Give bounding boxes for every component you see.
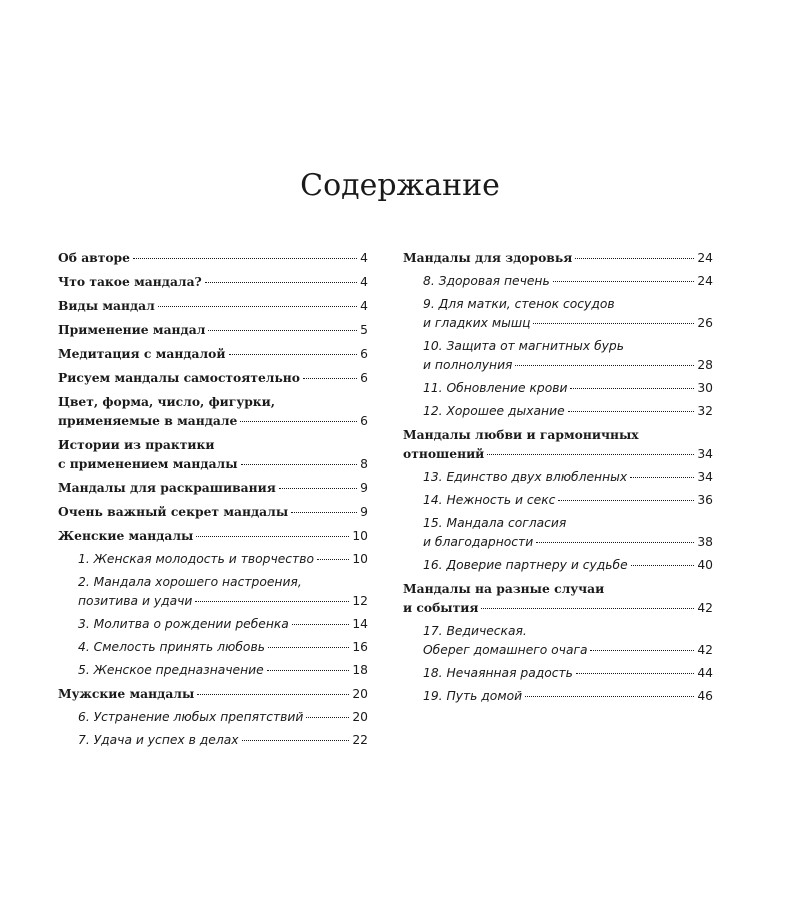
toc-entry-title-line: 9. Для матки, стенок сосудов: [423, 297, 615, 311]
toc-entry-row: [58, 344, 368, 364]
toc-page-number: 16: [352, 640, 368, 654]
toc-entry-title: 12. Хорошее дыхание: [423, 404, 565, 418]
toc-page-number: 4: [360, 299, 368, 313]
toc-entry-title: Об авторе: [58, 250, 130, 265]
toc-entry-title: 1. Женская молодость и творчество: [78, 552, 314, 566]
toc-entry-row: [58, 411, 368, 431]
toc-entry-title: 18. Нечаянная радость: [423, 666, 573, 680]
toc-page-number: 46: [697, 689, 713, 703]
toc-entry-title: Женские мандалы: [58, 528, 194, 543]
toc-section-entry: [58, 272, 368, 292]
toc-entry-title-line: 15. Мандала согласия: [423, 516, 567, 530]
toc-entry-row: [423, 687, 713, 706]
toc-subsection-entry: [58, 731, 368, 750]
dot-leader: [306, 717, 349, 718]
toc-entry-title: 5. Женское предназначение: [78, 663, 264, 677]
toc-page-number: 4: [360, 275, 368, 289]
toc-entry-row: [423, 556, 713, 575]
toc-entry-row: [423, 491, 713, 510]
toc-page-number: 36: [697, 493, 713, 507]
toc-entry-title-line: 10. Защита от магнитных бурь: [423, 339, 624, 353]
toc-entry-row: [403, 444, 713, 464]
toc-left-column: [58, 248, 368, 754]
toc-page-number: 40: [697, 558, 713, 572]
toc-entry-row: [403, 248, 713, 268]
toc-entry-row: [78, 592, 368, 611]
toc-entry-row: [78, 731, 368, 750]
toc-entry-title: Мандалы для здоровья: [403, 250, 573, 265]
toc-entry-row: [78, 615, 368, 634]
toc-page-number: 34: [697, 470, 713, 484]
toc-page-number: 42: [697, 643, 713, 657]
toc-entry-row: [78, 661, 368, 680]
toc-subsection-entry: [403, 402, 713, 421]
toc-subsection-entry: [403, 622, 713, 660]
toc-page-number: 12: [352, 594, 368, 608]
toc-entry-title-line: Мандалы на разные случаи: [403, 581, 605, 596]
toc-entry-title: 3. Молитва о рождении ребенка: [78, 617, 289, 631]
dot-leader: [268, 647, 349, 648]
toc-page-number: 44: [697, 666, 713, 680]
toc-subsection-entry: [58, 550, 368, 569]
toc-page-number: 28: [697, 358, 713, 372]
dot-leader: [229, 354, 358, 355]
dot-leader: [570, 388, 694, 389]
toc-entry-row: [423, 314, 713, 333]
toc-entry-row: [78, 638, 368, 657]
dot-leader: [195, 601, 349, 602]
toc-entry-title: и гладких мышц: [423, 316, 531, 330]
dot-leader: [205, 282, 357, 283]
toc-page-number: 42: [697, 601, 713, 615]
toc-page-number: 24: [697, 251, 713, 265]
toc-section-entry: [58, 502, 368, 522]
dot-leader: [292, 624, 350, 625]
toc-entry-row: [423, 356, 713, 375]
toc-entry-title: Очень важный секрет мандалы: [58, 504, 289, 519]
toc-entry-row: [58, 526, 368, 546]
toc-subsection-entry: [403, 468, 713, 487]
toc-subsection-entry: [403, 687, 713, 706]
toc-entry-row: [423, 272, 713, 291]
toc-page-number: 6: [360, 371, 368, 385]
toc-page-number: 10: [352, 552, 368, 566]
toc-page-number: 8: [360, 457, 368, 471]
toc-entry-title: Применение мандал: [58, 322, 206, 337]
toc-entry-title: и события: [403, 600, 479, 615]
toc-entry-title: 13. Единство двух влюбленных: [423, 470, 628, 484]
dot-leader: [525, 696, 694, 697]
toc-entry-row: [78, 550, 368, 569]
toc-entry-title: Рисуем мандалы самостоятельно: [58, 370, 300, 385]
toc-section-entry: [403, 579, 713, 618]
dot-leader: [590, 650, 694, 651]
toc-page-number: 20: [352, 710, 368, 724]
toc-page-number: 9: [360, 481, 368, 495]
toc-page-number: 6: [360, 414, 368, 428]
toc-entry-row: [58, 248, 368, 268]
toc-entry-title: 6. Устранение любых препятствий: [78, 710, 304, 724]
toc-subsection-entry: [58, 708, 368, 727]
dot-leader: [291, 512, 357, 513]
dot-leader: [197, 694, 349, 695]
toc-section-entry: [58, 435, 368, 474]
dot-leader: [303, 378, 357, 379]
page-title: Содержание: [300, 168, 500, 203]
toc-subsection-entry: [58, 573, 368, 611]
toc-entry-title: 11. Обновление крови: [423, 381, 568, 395]
toc-entry-title: 4. Смелость принять любовь: [78, 640, 265, 654]
toc-entry-title: Что такое мандала?: [58, 274, 202, 289]
toc-entry-title-line: Мандалы любви и гармоничных: [403, 427, 639, 442]
toc-page-number: 10: [352, 529, 368, 543]
dot-leader: [533, 323, 694, 324]
dot-leader: [487, 454, 694, 455]
toc-entry-title: применяемые в мандале: [58, 413, 238, 428]
toc-subsection-entry: [403, 337, 713, 375]
toc-entry-row: [403, 598, 713, 618]
toc-entry-row: [423, 641, 713, 660]
toc-entry-title: Мужские мандалы: [58, 686, 195, 701]
toc-entry-title: 16. Доверие партнеру и судьбе: [423, 558, 628, 572]
dot-leader: [267, 670, 350, 671]
toc-entry-row: [78, 708, 368, 727]
toc-entry-row: [58, 296, 368, 316]
dot-leader: [630, 477, 694, 478]
toc-page-number: 4: [360, 251, 368, 265]
toc-entry-row: [423, 533, 713, 552]
toc-entry-title: 7. Удача и успех в делах: [78, 733, 239, 747]
toc-entry-title: 8. Здоровая печень: [423, 274, 550, 288]
toc-entry-row: [58, 502, 368, 522]
toc-section-entry: [403, 248, 713, 268]
toc-entry-row: [423, 402, 713, 421]
toc-section-entry: [58, 344, 368, 364]
toc-entry-title-line: Цвет, форма, число, фигурки,: [58, 394, 276, 409]
toc-entry-title: позитива и удачи: [78, 594, 193, 608]
toc-subsection-entry: [403, 295, 713, 333]
toc-subsection-entry: [58, 615, 368, 634]
toc-section-entry: [58, 320, 368, 340]
dot-leader: [575, 258, 694, 259]
dot-leader: [515, 365, 694, 366]
toc-section-entry: [403, 425, 713, 464]
toc-section-entry: [58, 684, 368, 704]
dot-leader: [553, 281, 695, 282]
toc-subsection-entry: [58, 661, 368, 680]
toc-entry-row: [58, 320, 368, 340]
toc-entry-row: [58, 478, 368, 498]
toc-page-number: 5: [360, 323, 368, 337]
dot-leader: [242, 740, 350, 741]
toc-entry-title: 14. Нежность и секс: [423, 493, 556, 507]
toc-section-entry: [58, 248, 368, 268]
dot-leader: [158, 306, 357, 307]
toc-entry-title-line: 17. Ведическая.: [423, 624, 527, 638]
dot-leader: [133, 258, 357, 259]
dot-leader: [576, 673, 694, 674]
dot-leader: [196, 536, 349, 537]
toc-section-entry: [58, 296, 368, 316]
toc-subsection-entry: [58, 638, 368, 657]
dot-leader: [631, 565, 695, 566]
toc-subsection-entry: [403, 272, 713, 291]
toc-subsection-entry: [403, 491, 713, 510]
dot-leader: [481, 608, 694, 609]
toc-entry-title: 19. Путь домой: [423, 689, 523, 703]
toc-page-number: 6: [360, 347, 368, 361]
dot-leader: [241, 464, 358, 465]
toc-section-entry: [58, 478, 368, 498]
toc-page-number: 9: [360, 505, 368, 519]
toc-entry-title: и полнолуния: [423, 358, 513, 372]
toc-page-number: 22: [352, 733, 368, 747]
toc-entry-row: [58, 684, 368, 704]
toc-entry-row: [423, 379, 713, 398]
toc-entry-row: [58, 454, 368, 474]
dot-leader: [536, 542, 694, 543]
toc-page-number: 18: [352, 663, 368, 677]
toc-subsection-entry: [403, 379, 713, 398]
toc-right-column: [403, 248, 713, 710]
toc-page-number: 34: [697, 447, 713, 461]
toc-entry-row: [58, 272, 368, 292]
toc-page-number: 14: [352, 617, 368, 631]
toc-page-number: 26: [697, 316, 713, 330]
toc-entry-title: отношений: [403, 446, 485, 461]
toc-section-entry: [58, 392, 368, 431]
dot-leader: [208, 330, 357, 331]
dot-leader: [240, 421, 357, 422]
toc-section-entry: [58, 526, 368, 546]
toc-page-number: 38: [697, 535, 713, 549]
toc-subsection-entry: [403, 664, 713, 683]
dot-leader: [558, 500, 694, 501]
toc-subsection-entry: [403, 514, 713, 552]
toc-entry-title: Медитация с мандалой: [58, 346, 226, 361]
toc-entry-title-line: Истории из практики: [58, 437, 215, 452]
toc-entry-title: с применением мандалы: [58, 456, 238, 471]
toc-subsection-entry: [403, 556, 713, 575]
toc-page-number: 32: [697, 404, 713, 418]
toc-entry-row: [423, 468, 713, 487]
toc-page-number: 20: [352, 687, 368, 701]
toc-entry-title: Мандалы для раскрашивания: [58, 480, 276, 495]
toc-section-entry: [58, 368, 368, 388]
toc-page-number: 24: [697, 274, 713, 288]
toc-entry-row: [423, 664, 713, 683]
toc-page-number: 30: [697, 381, 713, 395]
toc-entry-title-line: 2. Мандала хорошего настроения,: [78, 575, 302, 589]
dot-leader: [568, 411, 695, 412]
dot-leader: [317, 559, 349, 560]
toc-entry-title: Оберег домашнего очага: [423, 643, 588, 657]
toc-entry-title: Виды мандал: [58, 298, 155, 313]
toc-entry-title: и благодарности: [423, 535, 534, 549]
toc-entry-row: [58, 368, 368, 388]
dot-leader: [279, 488, 357, 489]
